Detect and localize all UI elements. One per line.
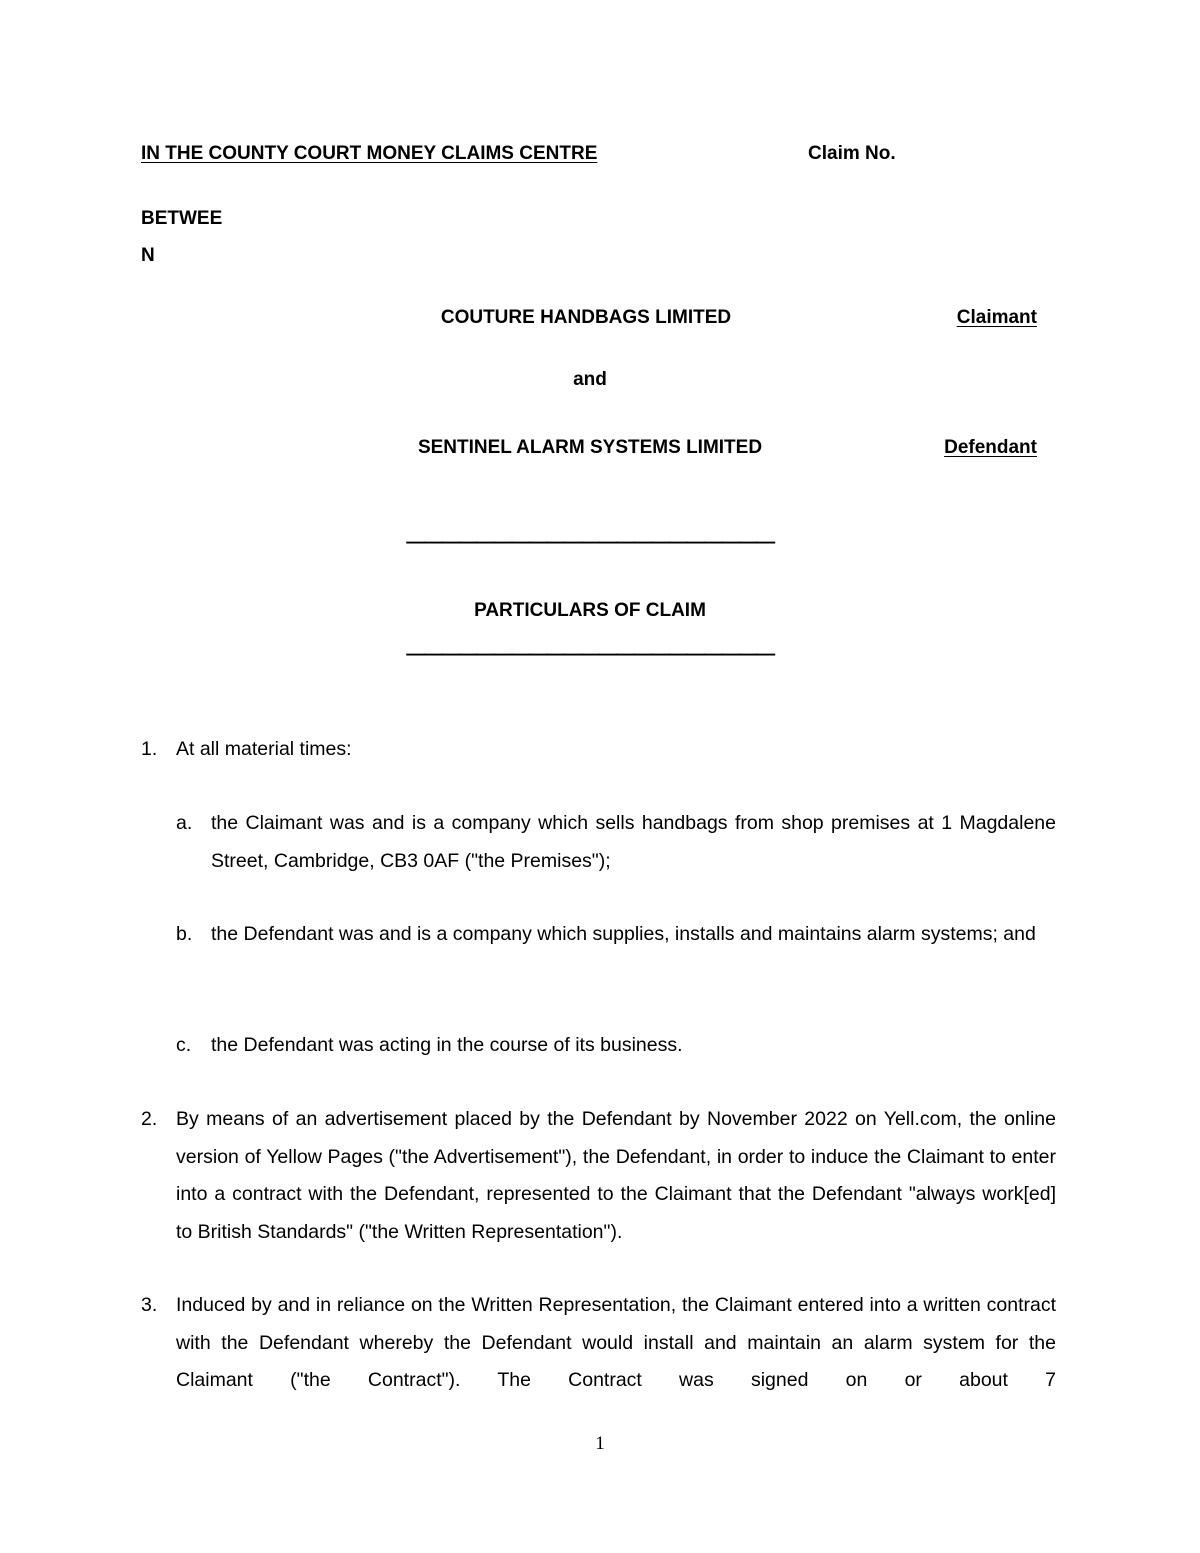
paragraph-2-text: By means of an advertisement placed by the Defendant by November 2022 on Yell.com, the online version of Yellow Pages ("the Advertisement"), the Defendant, in order to induce the Claimant to enter into a contract with the Defendant, represented to the Claimant that the Defendant "always work[ed] to British Standards" ("the Written Representation"). bbox=[176, 1108, 1056, 1243]
and-label: and bbox=[573, 369, 607, 390]
paragraph-2-number: 2. bbox=[141, 1108, 158, 1130]
claimant-role: Claimant bbox=[956, 307, 1037, 328]
claimant-name: COUTURE HANDBAGS LIMITED bbox=[440, 307, 732, 328]
subparagraph-c-text: the Defendant was acting in the course of its business. bbox=[211, 1034, 683, 1056]
page-number: 1 bbox=[595, 1433, 605, 1454]
defendant-name: SENTINEL ALARM SYSTEMS LIMITED bbox=[417, 437, 763, 458]
subparagraph-a-text: the Claimant was and is a company which sells handbags from shop premises at 1 Magdalene Street, Cambridge, CB3 0AF ("the Premises"); bbox=[211, 812, 1056, 872]
court-name: IN THE COUNTY COURT MONEY CLAIMS CENTRE bbox=[141, 143, 598, 164]
between-label-line2: N bbox=[141, 245, 155, 266]
paragraph-1-text: At all material times: bbox=[176, 738, 352, 760]
subparagraph-b-label: b. bbox=[176, 923, 193, 945]
title-rule-top: ————————————————————— bbox=[406, 532, 774, 553]
paragraph-3-text: Induced by and in reliance on the Written Representation, the Claimant entered into a written contract with the Defendant whereby the Defendant would install and maintain an alarm system for the Claimant ("the Contract"). The Contract was signed on or about 7 bbox=[176, 1294, 1056, 1391]
between-label-line1: BETWEE bbox=[141, 208, 223, 229]
defendant-role: Defendant bbox=[944, 437, 1037, 458]
paragraph-3-number: 3. bbox=[141, 1294, 158, 1316]
paragraph-1-number: 1. bbox=[141, 738, 158, 760]
document-title: PARTICULARS OF CLAIM bbox=[474, 600, 706, 621]
title-rule-bottom: ————————————————————— bbox=[406, 644, 774, 665]
subparagraph-a-label: a. bbox=[176, 812, 193, 834]
claim-number-label: Claim No. bbox=[808, 143, 896, 164]
subparagraph-b-text: the Defendant was and is a company which supplies, installs and maintains alarm systems; and bbox=[211, 923, 1036, 945]
subparagraph-c-label: c. bbox=[176, 1034, 192, 1056]
